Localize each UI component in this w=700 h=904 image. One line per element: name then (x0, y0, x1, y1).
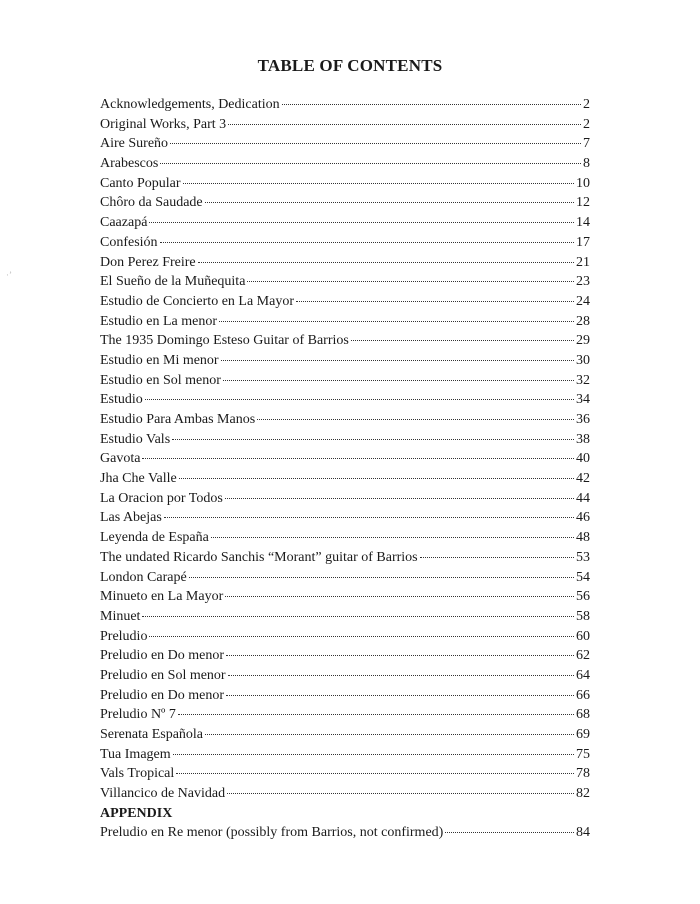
toc-entry-title: Estudio en Mi menor (100, 352, 219, 368)
dot-leader (225, 596, 574, 597)
toc-entry (100, 784, 590, 804)
toc-entry-page-number: 7 (583, 136, 590, 152)
toc-entry-page-number: 34 (576, 392, 590, 408)
toc-entry (100, 312, 590, 332)
dot-leader (189, 577, 574, 578)
toc-entry-title: Vals Tropical (100, 766, 175, 782)
toc-entry (100, 410, 590, 430)
toc-entry (100, 331, 590, 351)
toc-entry-title: Tua Imagem (100, 746, 171, 762)
toc-entry-page-number: 17 (576, 234, 590, 250)
toc-entry-title: Estudio en Sol menor (100, 372, 221, 388)
toc-entry-title: Jha Che Valle (100, 471, 177, 487)
toc-entry-page-number: 28 (576, 313, 590, 329)
dot-leader (351, 340, 574, 341)
toc-entry-page-number: 68 (576, 707, 590, 723)
toc-entry-title: Preludio en Sol menor (100, 667, 226, 683)
toc-entry (100, 233, 590, 253)
toc-entry-title: Don Perez Freire (100, 254, 196, 270)
toc-entry-page-number: 56 (576, 589, 590, 605)
toc-entry (100, 705, 590, 725)
toc-entry-page-number: 84 (576, 825, 590, 841)
dot-leader (296, 301, 574, 302)
dot-leader (173, 754, 574, 755)
appendix-entries (100, 823, 590, 843)
toc-entry-title: Preludio (100, 628, 148, 644)
toc-entry-title: Estudio en La menor (100, 313, 218, 329)
dot-leader (183, 183, 575, 184)
toc-entry-title: Acknowledgements, Dedication (100, 97, 280, 112)
toc-entry (100, 587, 590, 607)
dot-leader (282, 104, 581, 105)
dot-leader (205, 202, 574, 203)
toc-entry-title: Aire Sureño (100, 136, 169, 152)
toc-entry-title: The 1935 Domingo Esteso Guitar of Barrios (100, 333, 349, 349)
dot-leader (226, 695, 574, 696)
toc-entry-page-number: 2 (583, 97, 590, 112)
dot-leader (164, 517, 574, 518)
toc-entry (100, 548, 590, 568)
toc-entry (100, 193, 590, 213)
toc-entry-page-number: 64 (576, 667, 590, 683)
toc-entry-title: El Sueño de la Muñequita (100, 274, 246, 290)
dot-leader (227, 793, 574, 794)
toc-entry-page-number: 75 (576, 746, 590, 762)
toc-entry-title: Preludio Nº 7 (100, 707, 176, 723)
toc-entry (100, 213, 590, 233)
dot-leader (172, 439, 574, 440)
toc-entry-title: La Oracion por Todos (100, 490, 223, 506)
toc-entry (100, 154, 590, 174)
dot-leader (176, 773, 574, 774)
toc-entry-page-number: 8 (583, 156, 590, 172)
toc-entry (100, 390, 590, 410)
dot-leader (149, 222, 574, 223)
toc-entry-page-number: 23 (576, 274, 590, 290)
toc-entry (100, 115, 590, 135)
toc-entry-page-number: 32 (576, 372, 590, 388)
toc-entry-title: Estudio de Concierto en La Mayor (100, 293, 295, 309)
toc-entry-title: Estudio (100, 392, 143, 408)
toc-entry (100, 627, 590, 647)
toc-entry-page-number: 69 (576, 727, 590, 742)
dot-leader (228, 675, 574, 676)
dot-leader (198, 262, 574, 263)
toc-entry (100, 686, 590, 706)
toc-entry-page-number: 46 (576, 510, 590, 526)
toc-entry-title: Confesión (100, 234, 158, 250)
toc-entry-page-number: 36 (576, 412, 590, 427)
toc-entry-page-number: 58 (576, 608, 590, 624)
toc-entry (100, 449, 590, 469)
toc-entry (100, 371, 590, 391)
toc-entry-page-number: 44 (576, 490, 590, 506)
toc-entry (100, 351, 590, 371)
dot-leader (145, 399, 574, 400)
toc-entry (100, 528, 590, 548)
dot-leader (205, 734, 574, 735)
toc-entry-title: Serenata Española (100, 727, 204, 742)
toc-entry-page-number: 78 (576, 766, 590, 782)
dot-leader (223, 380, 574, 381)
toc-entry (100, 292, 590, 312)
toc-entry-page-number: 12 (576, 195, 590, 211)
toc-entry-page-number: 54 (576, 569, 590, 585)
toc-entry-title: Chôro da Saudade (100, 195, 203, 211)
toc-entry (100, 607, 590, 627)
toc-entry-page-number: 60 (576, 628, 590, 644)
toc-entry (100, 508, 590, 528)
toc-entries (100, 95, 590, 804)
toc-entry-title: Canto Popular (100, 175, 181, 191)
dot-leader (142, 458, 574, 459)
toc-entry-title: Villancico de Navidad (100, 786, 226, 802)
toc-entry-page-number: 14 (576, 215, 590, 231)
dot-leader (247, 281, 574, 282)
toc-entry-title: Gavota (100, 451, 141, 467)
toc-entry-page-number: 53 (576, 549, 590, 565)
toc-entry (100, 489, 590, 509)
toc-entry-title: Preludio en Do menor (100, 648, 225, 664)
toc-entry-page-number: 82 (576, 786, 590, 802)
toc-entry (100, 430, 590, 450)
toc-entry (100, 646, 590, 666)
toc-entry-title: Estudio Vals (100, 431, 171, 447)
toc-entry-page-number: 66 (576, 687, 590, 703)
dot-leader (420, 557, 574, 558)
toc-entry-page-number: 42 (576, 471, 590, 487)
toc-entry-page-number: 29 (576, 333, 590, 349)
dot-leader (211, 537, 574, 538)
dot-leader (221, 360, 574, 361)
scan-speck: ·ʼ (6, 270, 12, 280)
toc-entry-title: Preludio en Re menor (possibly from Barrios, not confirmed) (100, 825, 444, 841)
table-of-contents (100, 95, 590, 843)
toc-entry-page-number: 62 (576, 648, 590, 664)
toc-entry-page-number: 2 (583, 116, 590, 132)
toc-entry-page-number: 48 (576, 530, 590, 546)
dot-leader (257, 419, 574, 420)
dot-leader (179, 478, 574, 479)
toc-entry-page-number: 10 (576, 175, 590, 191)
dot-leader (219, 321, 574, 322)
dot-leader (170, 143, 581, 144)
toc-entry-title: Minuet (100, 608, 141, 624)
page-title: TABLE OF CONTENTS (257, 56, 443, 75)
toc-entry (100, 725, 590, 745)
dot-leader (160, 163, 581, 164)
toc-entry (100, 469, 590, 489)
dot-leader (228, 124, 581, 125)
toc-entry-page-number: 21 (576, 254, 590, 270)
dot-leader (225, 498, 574, 499)
appendix-heading: APPENDIX (100, 805, 173, 821)
toc-entry-title: Estudio Para Ambas Manos (100, 412, 256, 427)
toc-entry-page-number: 30 (576, 352, 590, 368)
toc-entry-page-number: 40 (576, 451, 590, 467)
toc-entry-title: Las Abejas (100, 510, 162, 526)
toc-entry (100, 174, 590, 194)
toc-entry (100, 764, 590, 784)
toc-entry (100, 823, 590, 843)
toc-entry (100, 272, 590, 292)
toc-entry-title: Arabescos (100, 156, 159, 172)
toc-entry (100, 134, 590, 154)
toc-entry (100, 666, 590, 686)
toc-entry-title: Preludio en Do menor (100, 687, 225, 703)
toc-entry-title: London Carapé (100, 569, 187, 585)
toc-entry (100, 95, 590, 115)
toc-entry (100, 745, 590, 765)
toc-entry (100, 568, 590, 588)
dot-leader (178, 714, 574, 715)
toc-entry-title: Caazapá (100, 215, 148, 231)
toc-entry (100, 253, 590, 273)
dot-leader (445, 832, 574, 833)
dot-leader (142, 616, 574, 617)
dot-leader (149, 636, 574, 637)
toc-entry-title: The undated Ricardo Sanchis “Morant” guitar of Barrios (100, 549, 418, 565)
toc-entry-title: Minueto en La Mayor (100, 589, 224, 605)
toc-entry-title: Original Works, Part 3 (100, 116, 227, 132)
toc-entry-title: Leyenda de España (100, 530, 209, 546)
dot-leader (160, 242, 574, 243)
toc-entry-page-number: 24 (576, 293, 590, 309)
toc-entry-page-number: 38 (576, 431, 590, 447)
dot-leader (226, 655, 574, 656)
